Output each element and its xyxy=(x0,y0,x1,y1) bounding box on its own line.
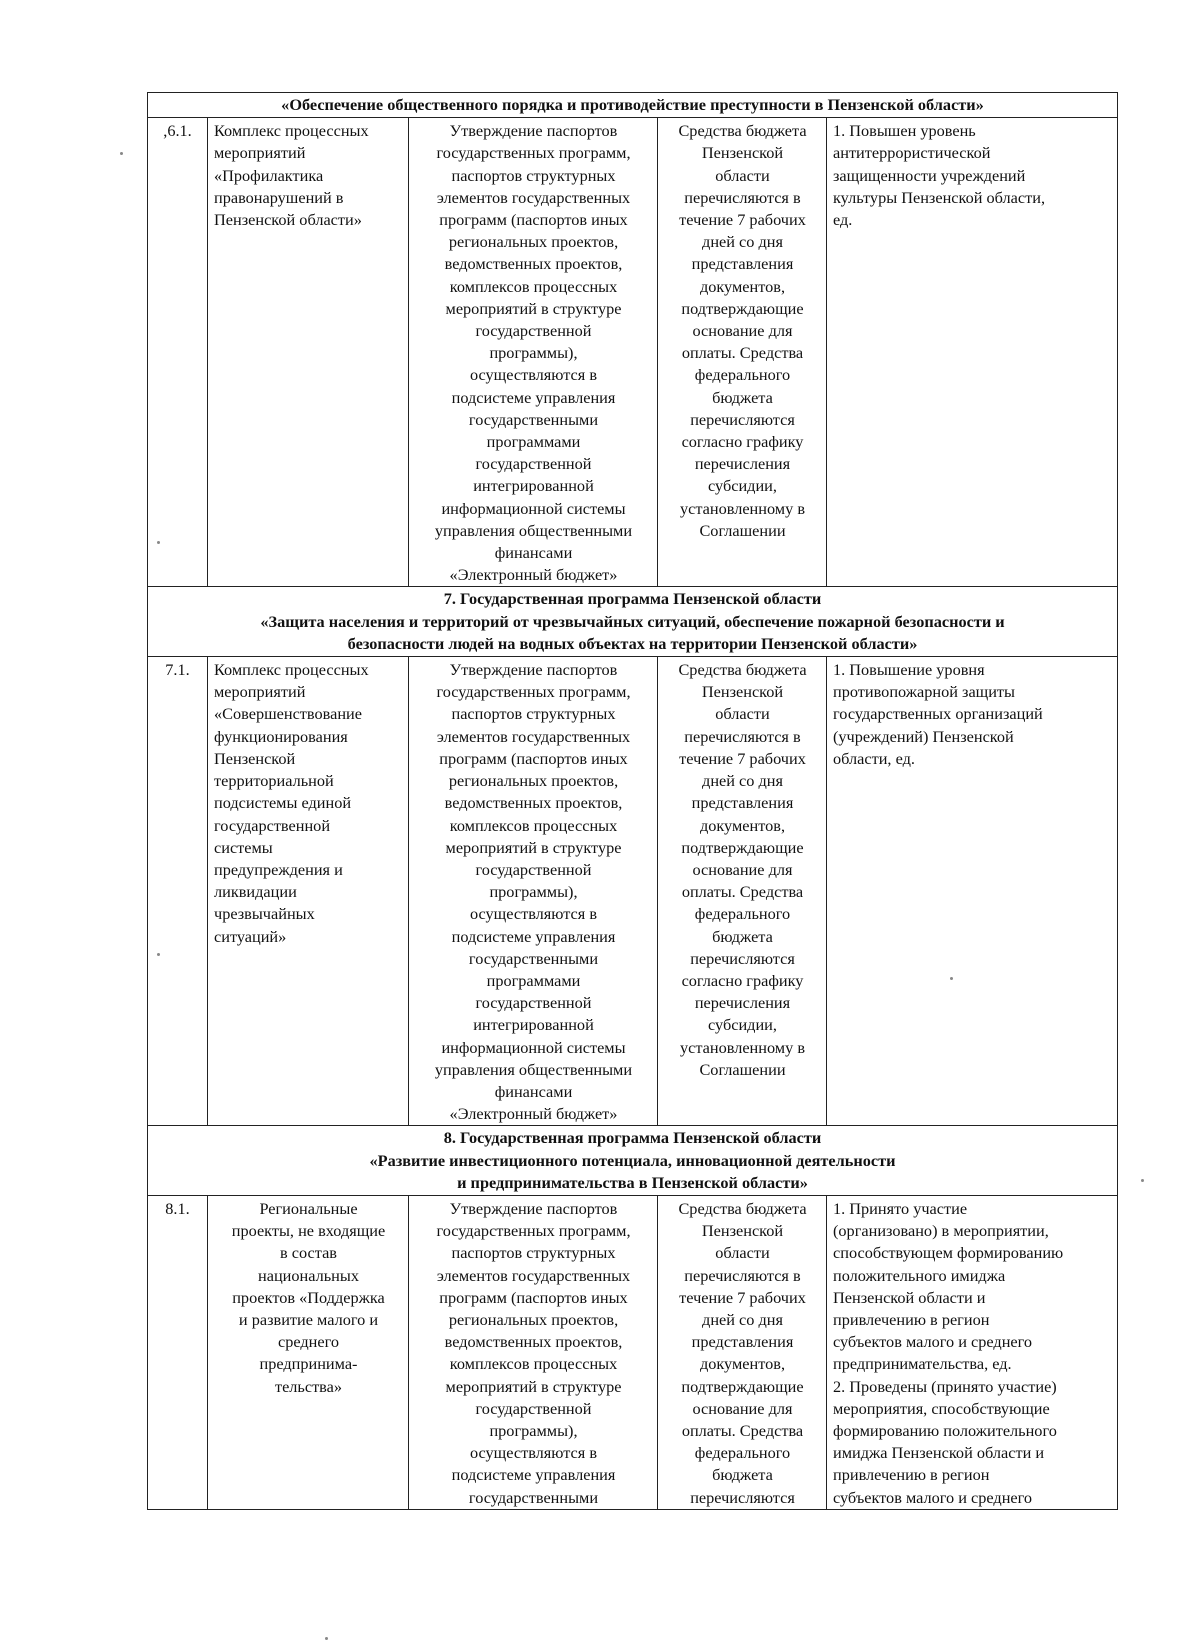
funding-line: течение 7 рабочих xyxy=(679,748,806,768)
procedure-line: государственных программ, xyxy=(436,143,631,163)
funding-line: перечисляются xyxy=(690,409,795,429)
funding-cell xyxy=(658,118,827,587)
result-line: мероприятия, способствующие xyxy=(833,1398,1050,1418)
measure-line: «Совершенствование xyxy=(214,704,362,724)
scan-speck xyxy=(157,953,160,956)
funding-line: Средства бюджета xyxy=(678,121,807,141)
result-line: Пензенской области и xyxy=(833,1287,986,1307)
funding-line: бюджета xyxy=(712,1465,773,1485)
measure-line: функционирования xyxy=(214,726,348,746)
procedure-line: государственными xyxy=(468,948,599,968)
result-line: 1. Повышение уровня xyxy=(833,660,985,680)
measure-line: Комплекс процессных xyxy=(214,121,369,141)
funding-line: бюджета xyxy=(712,926,773,946)
procedure-line: Утверждение паспортов xyxy=(449,121,618,141)
measure-cell xyxy=(208,657,409,1126)
funding-line: течение 7 рабочих xyxy=(679,1287,806,1307)
result-line: (организовано) в мероприятии, xyxy=(833,1221,1049,1241)
procedure-line: финансами xyxy=(494,543,573,563)
procedure-line: подсистеме управления xyxy=(451,926,616,946)
procedure-line: мероприятий в структуре xyxy=(445,298,622,318)
measure-line: Комплекс процессных xyxy=(214,660,369,680)
procedure-line: мероприятий в структуре xyxy=(445,837,622,857)
funding-line: области xyxy=(715,165,770,185)
procedure-line: государственных программ, xyxy=(436,1221,631,1241)
measure-cell xyxy=(208,1195,409,1509)
procedure-cell xyxy=(409,118,658,587)
measure-line: мероприятий xyxy=(214,143,306,163)
section-heading-line: и предпринимательства в Пензенской области» xyxy=(457,1172,808,1192)
funding-line: области xyxy=(715,704,770,724)
procedure-line: финансами xyxy=(494,1081,573,1101)
procedure-line: государственной xyxy=(475,993,592,1013)
procedure-line: ведомственных проектов, xyxy=(444,793,623,813)
funding-line: документов, xyxy=(699,815,786,835)
procedure-line: Утверждение паспортов xyxy=(449,660,618,680)
measure-line: «Профилактика xyxy=(214,165,324,185)
procedure-line: осуществляются в xyxy=(469,1443,598,1463)
result-cell xyxy=(827,657,1118,1126)
funding-line: Пензенской xyxy=(701,1221,784,1241)
funding-line: основание для xyxy=(692,321,793,341)
funding-line: подтверждающие xyxy=(681,837,804,857)
funding-line: оплаты. Средства xyxy=(681,1420,804,1440)
funding-cell xyxy=(658,657,827,1126)
result-line: ед. xyxy=(833,210,853,230)
result-line: способствующем формированию xyxy=(833,1243,1064,1263)
measure-line: предупреждения и xyxy=(214,859,343,879)
funding-line: Средства бюджета xyxy=(678,660,807,680)
procedure-line: ведомственных проектов, xyxy=(444,1332,623,1352)
row-number: 8.1. xyxy=(148,1195,208,1509)
funding-line: оплаты. Средства xyxy=(681,343,804,363)
funding-line: Средства бюджета xyxy=(678,1198,807,1218)
procedure-line: государственной xyxy=(475,859,592,879)
procedure-line: мероприятий в структуре xyxy=(445,1376,622,1396)
section-heading-line: «Развитие инвестиционного потенциала, инновационной деятельности xyxy=(369,1150,896,1170)
procedure-line: программами xyxy=(486,432,581,452)
scan-speck xyxy=(120,152,123,155)
section-heading-line: безопасности людей на водных объектах на территории Пензенской области» xyxy=(347,633,918,653)
result-line: привлечению в регион xyxy=(833,1309,990,1329)
measure-line: чрезвычайных xyxy=(214,904,315,924)
procedure-line: программ (паспортов иных xyxy=(439,1287,628,1307)
procedure-line: интегрированной xyxy=(473,1015,594,1035)
procedure-line: управления общественными xyxy=(434,1059,633,1079)
result-line: предпринимательства, ед. xyxy=(833,1354,1012,1374)
procedure-cell xyxy=(409,657,658,1126)
funding-line: представления xyxy=(691,793,794,813)
result-line: положительного имиджа xyxy=(833,1265,1006,1285)
row-number: ,6.1. xyxy=(148,118,208,587)
procedure-line: Утверждение паспортов xyxy=(449,1198,618,1218)
procedure-line: государственными xyxy=(468,409,599,429)
procedure-line: программ (паспортов иных xyxy=(439,210,628,230)
measure-line: Пензенской области» xyxy=(214,210,362,230)
result-line: (учреждений) Пензенской xyxy=(833,726,1014,746)
funding-line: течение 7 рабочих xyxy=(679,210,806,230)
procedure-line: элементов государственных xyxy=(436,1265,631,1285)
funding-line: субсидии, xyxy=(708,1015,777,1035)
table-row xyxy=(148,1195,1118,1509)
procedure-line: программы), xyxy=(489,882,578,902)
procedure-cell xyxy=(409,1195,658,1509)
procedure-line: паспортов структурных xyxy=(451,704,616,724)
scan-speck xyxy=(1141,1179,1144,1182)
procedure-line: комплексов процессных xyxy=(449,815,618,835)
funding-line: дней со дня xyxy=(702,771,783,791)
procedure-line: региональных проектов, xyxy=(448,1309,619,1329)
scan-speck xyxy=(325,1637,328,1640)
funding-line: основание для xyxy=(692,1398,793,1418)
funding-line: согласно графику xyxy=(681,432,804,452)
result-cell xyxy=(827,1195,1118,1509)
scan-speck xyxy=(950,977,953,980)
procedure-line: интегрированной xyxy=(473,476,594,496)
result-line: имиджа Пензенской области и xyxy=(833,1443,1045,1463)
procedure-line: программами xyxy=(486,970,581,990)
measure-line: мероприятий xyxy=(214,682,306,702)
procedure-line: государственной xyxy=(475,1398,592,1418)
procedure-line: комплексов процессных xyxy=(449,276,618,296)
result-line: области, ед. xyxy=(833,748,915,768)
measure-line: проектов «Поддержка xyxy=(232,1287,385,1307)
procedure-line: программ (паспортов иных xyxy=(439,748,628,768)
measure-line: правонарушений в xyxy=(214,187,344,207)
result-line: государственных организаций xyxy=(833,704,1043,724)
funding-line: перечисления xyxy=(694,993,791,1013)
procedure-line: «Электронный бюджет» xyxy=(449,1104,618,1124)
funding-line: перечисляются xyxy=(690,1487,795,1507)
measure-line: в состав xyxy=(280,1243,337,1263)
procedure-line: осуществляются в xyxy=(469,904,598,924)
measure-line: тельства» xyxy=(274,1376,343,1396)
section-heading xyxy=(148,1126,1118,1196)
section-heading-row xyxy=(148,587,1118,657)
result-line: защищенности учреждений xyxy=(833,165,1026,185)
funding-line: установленному в xyxy=(679,1037,806,1057)
procedure-line: региональных проектов, xyxy=(448,232,619,252)
result-cell xyxy=(827,118,1118,587)
section-heading xyxy=(148,93,1118,118)
procedure-line: информационной системы xyxy=(441,1037,626,1057)
funding-line: дней со дня xyxy=(702,232,783,252)
funding-line: перечисления xyxy=(694,454,791,474)
procedure-line: ведомственных проектов, xyxy=(444,254,623,274)
result-line: 1. Повышен уровень xyxy=(833,121,976,141)
procedure-line: «Электронный бюджет» xyxy=(449,565,618,585)
result-line: культуры Пензенской области, xyxy=(833,187,1046,207)
measure-line: Региональные xyxy=(259,1198,358,1218)
funding-line: Пензенской xyxy=(701,143,784,163)
procedure-line: региональных проектов, xyxy=(448,771,619,791)
result-line: 2. Проведены (принято участие) xyxy=(833,1376,1057,1396)
procedure-line: элементов государственных xyxy=(436,187,631,207)
procedure-line: государственной xyxy=(475,454,592,474)
funding-line: перечисляются в xyxy=(684,726,801,746)
procedure-line: государственных программ, xyxy=(436,682,631,702)
measure-line: Пензенской xyxy=(214,748,296,768)
section-heading-line: «Обеспечение общественного порядка и противодействие преступности в Пензенской области» xyxy=(281,95,984,114)
funding-line: установленному в xyxy=(679,498,806,518)
result-line: формированию положительного xyxy=(833,1420,1057,1440)
document-page xyxy=(147,92,1117,1510)
funding-line: области xyxy=(715,1243,770,1263)
result-line: субъектов малого и среднего xyxy=(833,1487,1033,1507)
funding-line: перечисляются xyxy=(690,948,795,968)
funding-line: представления xyxy=(691,254,794,274)
section-heading-line: 7. Государственная программа Пензенской области xyxy=(443,589,822,609)
funding-line: бюджета xyxy=(712,387,773,407)
measure-line: ситуаций» xyxy=(214,926,287,946)
measure-line: ликвидации xyxy=(214,882,297,902)
procedure-line: элементов государственных xyxy=(436,726,631,746)
funding-line: согласно графику xyxy=(681,970,804,990)
procedure-line: осуществляются в xyxy=(469,365,598,385)
result-line: противопожарной защиты xyxy=(833,682,1015,702)
section-heading-line: «Защита населения и территорий от чрезвычайных ситуаций, обеспечение пожарной безопасности и xyxy=(260,611,1005,631)
result-line: 1. Принято участие xyxy=(833,1198,968,1218)
funding-line: Соглашении xyxy=(699,1059,786,1079)
funding-line: подтверждающие xyxy=(681,1376,804,1396)
funding-line: перечисляются в xyxy=(684,1265,801,1285)
funding-line: федерального xyxy=(694,904,791,924)
table-row xyxy=(148,657,1118,1126)
funding-line: перечисляются в xyxy=(684,187,801,207)
funding-line: субсидии, xyxy=(708,476,777,496)
section-heading xyxy=(148,587,1118,657)
measure-line: среднего xyxy=(277,1332,339,1352)
procedure-line: программы), xyxy=(489,343,578,363)
program-table xyxy=(147,92,1118,1510)
procedure-line: комплексов процессных xyxy=(449,1354,618,1374)
section-heading-line: 8. Государственная программа Пензенской области xyxy=(443,1128,822,1148)
result-line: привлечению в регион xyxy=(833,1465,990,1485)
result-line: субъектов малого и среднего xyxy=(833,1332,1033,1352)
procedure-line: программы), xyxy=(489,1420,578,1440)
measure-line: предпринима- xyxy=(259,1354,358,1374)
measure-line: системы xyxy=(214,837,273,857)
procedure-line: подсистеме управления xyxy=(451,1465,616,1485)
measure-line: территориальной xyxy=(214,771,334,791)
funding-line: федерального xyxy=(694,365,791,385)
result-line: антитеррористической xyxy=(833,143,991,163)
funding-line: оплаты. Средства xyxy=(681,882,804,902)
funding-line: дней со дня xyxy=(702,1309,783,1329)
procedure-line: подсистеме управления xyxy=(451,387,616,407)
table-row xyxy=(148,118,1118,587)
measure-line: и развитие малого и xyxy=(238,1309,379,1329)
row-number: 7.1. xyxy=(148,657,208,1126)
funding-line: представления xyxy=(691,1332,794,1352)
procedure-line: государственной xyxy=(475,321,592,341)
funding-line: документов, xyxy=(699,1354,786,1374)
funding-line: Пензенской xyxy=(701,682,784,702)
funding-line: основание для xyxy=(692,859,793,879)
funding-line: Соглашении xyxy=(699,520,786,540)
procedure-line: паспортов структурных xyxy=(451,165,616,185)
funding-cell xyxy=(658,1195,827,1509)
measure-line: государственной xyxy=(214,815,331,835)
section-heading-row xyxy=(148,1126,1118,1196)
procedure-line: государственными xyxy=(468,1487,599,1507)
measure-line: проекты, не входящие xyxy=(231,1221,386,1241)
scan-speck xyxy=(157,541,160,544)
funding-line: документов, xyxy=(699,276,786,296)
measure-line: национальных xyxy=(258,1265,359,1285)
funding-line: федерального xyxy=(694,1443,791,1463)
procedure-line: паспортов структурных xyxy=(451,1243,616,1263)
measure-cell xyxy=(208,118,409,587)
funding-line: подтверждающие xyxy=(681,298,804,318)
procedure-line: управления общественными xyxy=(434,520,633,540)
procedure-line: информационной системы xyxy=(441,498,626,518)
section-heading-row xyxy=(148,93,1118,118)
measure-line: подсистемы единой xyxy=(214,793,352,813)
